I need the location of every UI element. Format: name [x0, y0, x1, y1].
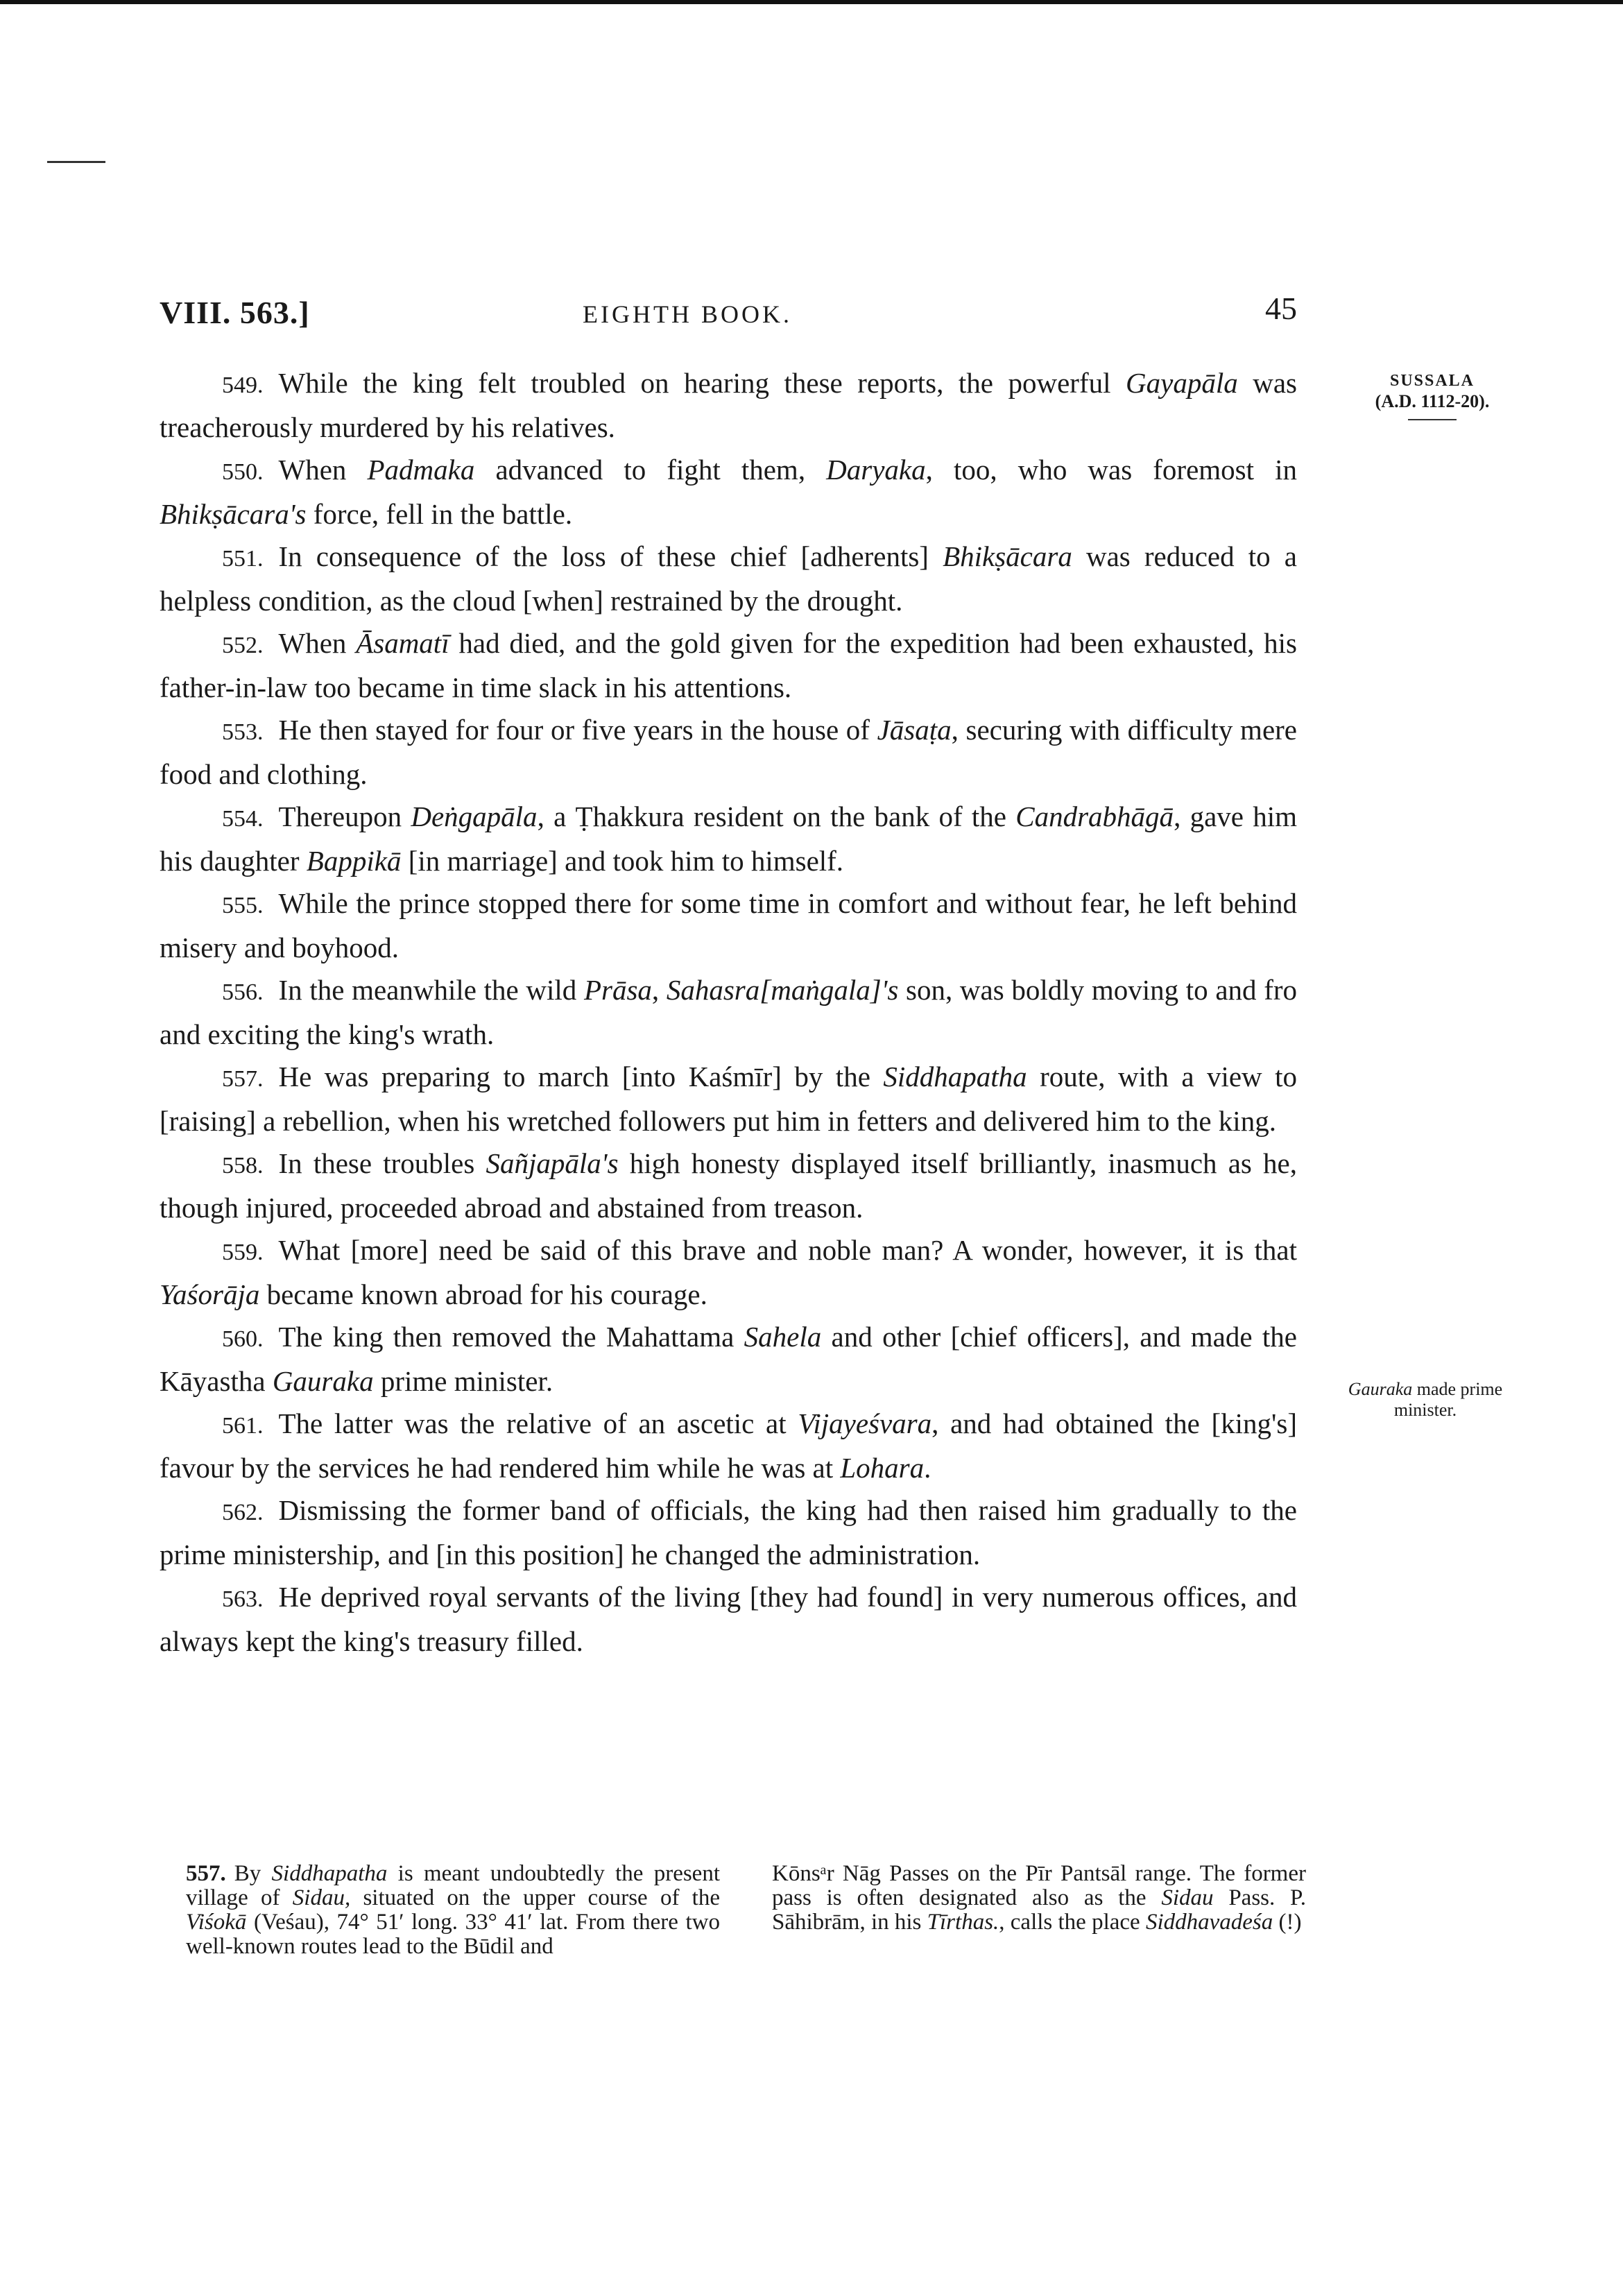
italic-term: Bhikṣācara's — [160, 498, 307, 530]
text-run: became known abroad for his courage. — [259, 1278, 707, 1310]
italic-term: Siddhavadeśa — [1145, 1910, 1273, 1935]
verse-number: 557. — [222, 1066, 264, 1092]
text-run: prime minister. — [373, 1365, 553, 1397]
italic-term: Padmaka — [367, 454, 475, 486]
running-head-title: EIGHTH BOOK. — [583, 300, 792, 328]
verse-paragraph — [160, 622, 1297, 709]
text-run: When — [278, 454, 368, 486]
italic-term: Deṅgapāla — [411, 800, 538, 832]
text-run: , too, who was foremost in — [925, 454, 1297, 486]
text-run: While the king felt troubled on hearing these reports, the powerful — [278, 367, 1126, 399]
text-run: and other [chief officers], and made the Kāyastha — [160, 1321, 1297, 1397]
footnote-column-2 — [772, 1862, 1306, 1959]
italic-term: Viśokā — [186, 1910, 247, 1935]
verse-number: 551. — [222, 546, 264, 572]
verse-paragraph — [160, 969, 1297, 1056]
text-run: is meant undoubtedly the present village of — [186, 1861, 720, 1910]
top-border-rule — [0, 0, 1623, 4]
verse-paragraph — [160, 1229, 1297, 1316]
verse-number: 550. — [222, 459, 264, 485]
italic-term: Sahela — [744, 1321, 822, 1353]
italic-term: Tīrthas. — [927, 1910, 999, 1935]
margin-note-gauraka-name: Gauraka — [1348, 1379, 1413, 1399]
italic-term: Gayapāla — [1126, 367, 1238, 399]
page-number: 45 — [1265, 291, 1297, 326]
verse-paragraph — [160, 1316, 1297, 1403]
text-run: Kōnsᵃr Nāg Passes on the Pīr Pantsāl range. The former pass is often designated also as the — [772, 1861, 1306, 1910]
italic-term: Sahasra[maṅgala]'s — [666, 974, 899, 1006]
verse-number: 556. — [222, 979, 264, 1005]
verse-paragraph — [160, 1403, 1297, 1489]
text-run: , — [651, 974, 667, 1006]
margin-note-reign-dates: (A.D. 1112-20). — [1375, 391, 1490, 411]
text-run: In these troubles — [278, 1147, 486, 1179]
scan-mark — [47, 161, 105, 163]
verse-number: 558. — [222, 1153, 264, 1179]
text-run: , a Ṭhakkura resident on the bank of the — [537, 800, 1016, 832]
italic-term: Jāsaṭa — [877, 714, 952, 746]
verse-paragraph — [160, 882, 1297, 969]
italic-term: Lohara — [840, 1452, 925, 1484]
text-run: When — [278, 627, 357, 659]
text-run: situated on the upper course of the — [350, 1885, 720, 1910]
verse-number: 552. — [222, 633, 264, 658]
running-head-verse-ref: VIII. 563.] — [160, 295, 310, 330]
text-run: The latter was the relative of an ascetic at — [278, 1407, 798, 1439]
text-run: son, was boldly moving to and fro and exciting the king's wrath. — [160, 974, 1297, 1050]
italic-term: Āsamatī — [356, 627, 449, 659]
text-run: had died, and the gold given for the expedition had been exhausted, his father-in-law too became in time slack in his attentions. — [160, 627, 1297, 703]
text-run: advanced to fight them, — [474, 454, 827, 486]
verse-paragraph — [160, 1142, 1297, 1229]
verse-number: 554. — [222, 806, 264, 832]
text-run: Pass. P. Sāhibrām, in his — [772, 1885, 1306, 1935]
text-run: In the meanwhile the wild — [278, 974, 584, 1006]
text-run: What [more] need be said of this brave and noble man? A wonder, however, it is that — [278, 1234, 1297, 1266]
text-run: He was preparing to march [into Kaśmīr] by the — [278, 1061, 884, 1093]
text-run: force, fell in the battle. — [306, 498, 573, 530]
footnote-number: 557. — [186, 1861, 226, 1886]
text-run: was treacherously murdered by his relatives. — [160, 367, 1297, 443]
verse-number: 559. — [222, 1240, 264, 1265]
text-run: high honesty displayed itself brilliantly, inasmuch as he, though injured, proceeded abroad and abstained from treason. — [160, 1147, 1297, 1224]
text-run: By — [234, 1861, 272, 1886]
text-run: In consequence of the loss of these chief [adherents] — [278, 540, 943, 572]
verse-number: 549. — [222, 372, 264, 398]
footnotes — [186, 1862, 1306, 1959]
verse-number: 560. — [222, 1326, 264, 1352]
text-run: , securing with difficulty mere food and clothing. — [160, 714, 1297, 790]
verse-paragraph — [160, 709, 1297, 796]
margin-note-rule — [1408, 419, 1457, 420]
margin-note-gauraka-text: made prime minister. — [1393, 1379, 1503, 1420]
italic-term: Sidau, — [292, 1885, 351, 1910]
verse-paragraph — [160, 1576, 1297, 1663]
verse-paragraph — [160, 1056, 1297, 1142]
italic-term: Siddhapatha — [271, 1861, 388, 1886]
verse-paragraph — [160, 796, 1297, 882]
text-run: While the prince stopped there for some time in comfort and without fear, he left behind misery and boyhood. — [160, 887, 1297, 963]
italic-term: Prāsa — [583, 974, 652, 1006]
running-header — [160, 290, 1297, 339]
verse-paragraph — [160, 536, 1297, 622]
text-run: Dismissing the former band of officials, the king had then raised him gradually to the prime ministership, and [in this position] he changed the administration. — [160, 1494, 1297, 1570]
margin-note-reign-name: SUSSALA — [1389, 372, 1475, 390]
margin-note-reign — [1352, 370, 1512, 420]
verse-number: 563. — [222, 1586, 264, 1612]
verse-number: 553. — [222, 719, 264, 745]
italic-term: Daryaka — [826, 454, 926, 486]
text-run: (!) — [1273, 1910, 1302, 1935]
verse-paragraph — [160, 449, 1297, 536]
margin-note-gauraka — [1321, 1379, 1529, 1421]
text-run: He deprived royal servants of the living [they had found] in very numerous offices, and always kept the king's treasury filled. — [160, 1581, 1297, 1657]
text-run: The king then removed the Mahattama — [278, 1321, 744, 1353]
text-run: , and had obtained the [king's] favour by the services he had rendered him while he was at — [160, 1407, 1297, 1484]
verse-paragraph — [160, 362, 1297, 449]
text-run: , gave him his daughter — [160, 800, 1298, 877]
italic-term: Gauraka — [272, 1365, 374, 1397]
text-run: (Veśau), 74° 51′ long. 33° 41′ lat. From there two well-known routes lead to the Būdil and — [186, 1910, 720, 1959]
text-run: , calls the place — [999, 1910, 1146, 1935]
text-run: [in marriage] and took him to himself. — [401, 845, 844, 877]
text-run: was reduced to a helpless condition, as the cloud [when] restrained by the drought. — [160, 540, 1297, 617]
text-run: Thereupon — [278, 800, 411, 832]
verse-number: 555. — [222, 893, 264, 918]
italic-term: Vijayeśvara — [798, 1407, 932, 1439]
verse-number: 561. — [222, 1413, 264, 1439]
italic-term: Bhikṣācara — [943, 540, 1072, 572]
italic-term: Candrabhāgā — [1015, 800, 1174, 832]
verse-paragraph — [160, 1489, 1297, 1576]
italic-term: Sidau — [1161, 1885, 1214, 1910]
text-run: . — [924, 1452, 931, 1484]
italic-term: Yaśorāja — [160, 1278, 260, 1310]
footnote-column-1 — [186, 1862, 720, 1959]
text-run: route, with a view to [raising] a rebellion, when his wretched followers put him in fetters and delivered him to the king. — [160, 1061, 1297, 1137]
main-text-body — [160, 362, 1297, 1663]
verse-number: 562. — [222, 1500, 264, 1525]
text-run: He then stayed for four or five years in the house of — [278, 714, 877, 746]
italic-term: Siddhapatha — [883, 1061, 1027, 1093]
italic-term: Bappikā — [306, 845, 402, 877]
italic-term: Sañjapāla's — [486, 1147, 619, 1179]
